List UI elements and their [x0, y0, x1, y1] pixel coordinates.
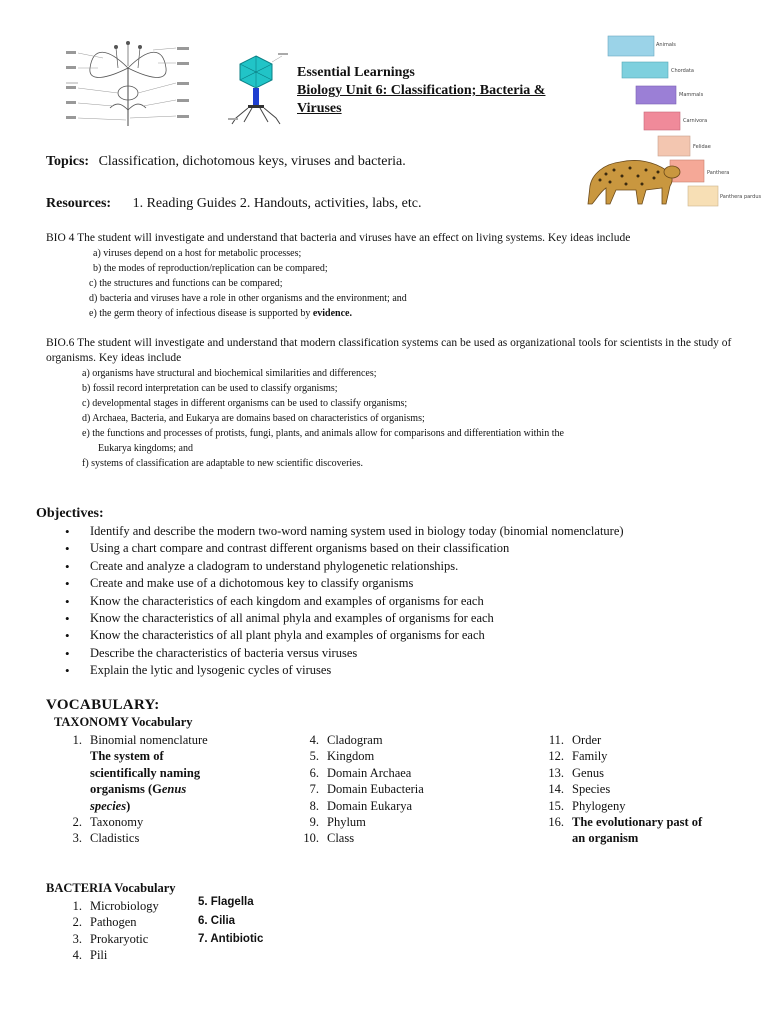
bacteria-column-2	[198, 893, 263, 949]
taxonomy-level-label: Animals	[656, 42, 676, 48]
vocab-term: 14. Species	[548, 782, 611, 797]
objective-item: • Know the characteristics of each kingdom and examples of organisms for each	[62, 593, 624, 610]
vocab-term: 8. Domain Eukarya	[309, 798, 413, 813]
vocab-number: 3.	[72, 831, 82, 846]
taxonomy-level-label: Felidae	[693, 144, 711, 150]
vocab-term: 13. Genus	[548, 765, 604, 780]
objective-item: • Know the characteristics of all animal phyla and examples of organisms for each	[62, 610, 624, 627]
bacteria-vocab-title: BACTERIA Vocabulary	[46, 881, 176, 895]
topics-text: Classification, dichotomous keys, viruses and bacteria.	[98, 154, 406, 169]
bio6-item: f) systems of classification are adaptable to new scientific discoveries.	[82, 458, 364, 469]
vocab-term: 4. Pili	[72, 948, 108, 963]
title-line-3: Viruses	[297, 101, 342, 116]
vocab-term: 5. Kingdom	[309, 749, 375, 764]
topics-line	[46, 154, 406, 170]
vocab-term: 12. Family	[548, 749, 608, 764]
bio4-item: e) the germ theory of infectious disease is supported by	[89, 308, 311, 319]
vocab-term: 16. The evolutionary past of	[548, 815, 703, 830]
bio6-item: a) organisms have structural and biochemical similarities and differences;	[82, 368, 377, 379]
bio6-item: Eukarya kingdoms; and	[98, 443, 193, 454]
bio4-item: b) the modes of reproduction/replication can be compared;	[93, 263, 328, 274]
resources-text: 1. Reading Guides 2. Handouts, activities, labs, etc.	[132, 196, 422, 211]
title-line-1: Essential Learnings	[297, 65, 415, 80]
vocab-term: 9. Phylum	[309, 815, 366, 830]
binomial-definition	[60, 748, 240, 814]
bio6-intro: BIO.6 The student will investigate and understand that modern classification systems can be used as organizational tools for scientists in the study of organisms. Key ideas include	[46, 337, 732, 364]
bio4-intro: BIO 4 The student will investigate and understand that bacteria and viruses have an effect on living systems. Key ideas include	[46, 232, 631, 244]
objective-item: • Identify and describe the modern two-word naming system used in biology today (binomial nomenclature)	[62, 523, 624, 540]
taxonomy-hierarchy-image	[586, 36, 762, 208]
taxonomy-column-2	[297, 732, 497, 847]
bio4-standard	[46, 231, 736, 321]
objective-item: • Know the characteristics of all plant phyla and examples of organisms for each	[62, 627, 624, 644]
vocab-term: 10. Class	[303, 831, 355, 846]
taxonomy-column-1	[60, 732, 240, 847]
vocab-term: 7. Antibiotic	[198, 933, 264, 945]
vocab-term: 3. Prokaryotic	[72, 931, 149, 946]
taxonomy-level-label: Panthera	[707, 170, 730, 176]
vocab-term	[60, 830, 240, 846]
vocab-term: 15. Phylogeny	[548, 798, 626, 813]
taxonomy-level-label: Chordata	[671, 68, 694, 74]
vocab-term: 1. Microbiology	[72, 899, 159, 913]
objectives-list	[62, 523, 624, 680]
resources-label: Resources:	[46, 196, 112, 211]
vocab-term: an organism	[572, 831, 639, 846]
vocab-term: 5. Flagella	[198, 896, 254, 908]
bio4-item-last	[46, 306, 736, 321]
objective-item: • Describe the characteristics of bacteria versus viruses	[62, 645, 624, 662]
objective-item: • Create and analyze a cladogram to understand phylogenetic relationships.	[62, 558, 624, 575]
definition-line: The system of	[90, 749, 164, 764]
bio6-item: e) the functions and processes of protists, fungi, plants, and animals allow for comparisons and differentiation within the	[82, 428, 564, 439]
taxonomy-column-3	[542, 732, 742, 847]
bio4-emphasis: evidence.	[312, 308, 352, 319]
bio6-item: d) Archaea, Bacteria, and Eukarya are domains based on characteristics of organisms;	[82, 413, 425, 424]
bio6-item: c) developmental stages in different organisms can be used to classify organisms;	[82, 398, 408, 409]
objective-item: • Using a chart compare and contrast different organisms based on their classification	[62, 540, 624, 557]
definition-line: scientifically naming	[90, 765, 201, 780]
vocab-term: 4. Cladogram	[309, 733, 383, 747]
objectives-title: Objectives:	[36, 506, 104, 521]
vocab-term: 7. Domain Eubacteria	[309, 782, 424, 797]
vocab-text: Taxonomy	[90, 815, 144, 830]
taxonomy-level-label: Panthera pardus	[720, 194, 762, 200]
vocab-number: 2.	[72, 815, 82, 830]
topics-label: Topics:	[46, 154, 90, 169]
bio4-item: c) the structures and functions can be compared;	[89, 278, 283, 289]
vocab-number: 1.	[72, 733, 82, 747]
title-line-2: Biology Unit 6: Classification; Bacteria &	[297, 83, 546, 98]
vocab-text: Binomial nomenclature	[90, 733, 208, 747]
flower-diagram-image	[58, 38, 198, 130]
taxonomy-level-label: Carnivora	[683, 118, 708, 124]
vocab-term: 2. Pathogen	[72, 915, 137, 930]
bio4-item: d) bacteria and viruses have a role in other organisms and the environment; and	[89, 293, 407, 304]
vocab-term: 11. Order	[548, 733, 602, 747]
objective-item: • Explain the lytic and lysogenic cycles of viruses	[62, 662, 624, 679]
vocab-term: 6. Cilia	[198, 914, 236, 927]
virus-diagram-image	[228, 52, 288, 126]
bio4-items	[46, 246, 736, 321]
bio6-item: b) fossil record interpretation can be used to classify organisms;	[82, 383, 338, 394]
unit-title-block	[297, 64, 587, 118]
objective-item: • Create and make use of a dichotomous key to classify organisms	[62, 575, 624, 592]
vocab-text: Cladistics	[90, 831, 140, 846]
definition-line: species)	[90, 798, 131, 813]
vocab-term	[60, 732, 240, 748]
bio4-item: a) viruses depend on a host for metabolic processes;	[93, 248, 302, 259]
bio6-items	[46, 366, 736, 471]
bio6-standard	[46, 336, 736, 471]
taxonomy-level-label: Mammals	[679, 92, 704, 98]
definition-line: organisms (Genus	[90, 782, 187, 797]
taxonomy-vocab-title: TAXONOMY Vocabulary	[54, 715, 193, 729]
vocab-term	[60, 814, 240, 830]
bacteria-column-1	[60, 898, 200, 964]
vocab-term: 6. Domain Archaea	[309, 765, 412, 780]
vocabulary-title: VOCABULARY:	[46, 697, 160, 713]
resources-line	[46, 196, 421, 212]
